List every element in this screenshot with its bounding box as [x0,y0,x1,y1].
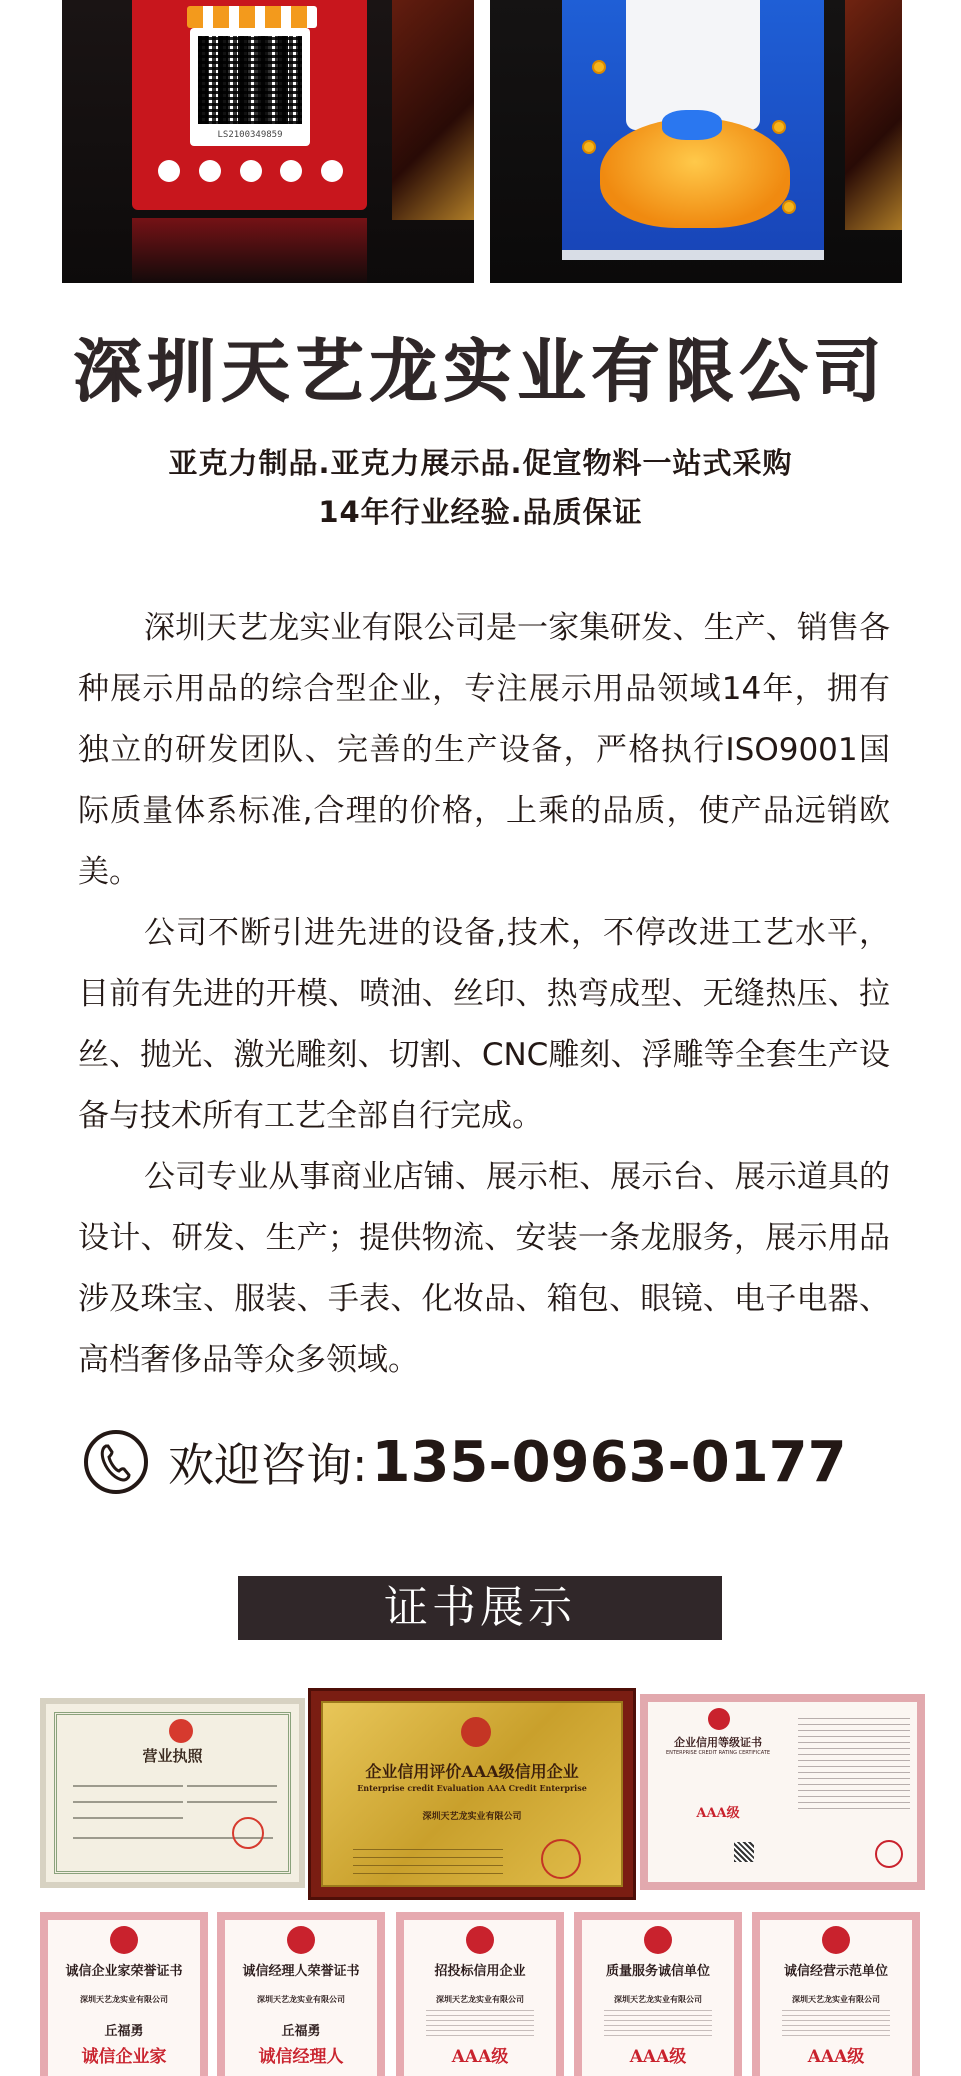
rating-text-lines [798,1718,910,1814]
honor-certificate [217,1912,385,2076]
striped-awning [187,6,317,28]
contact-phone-number[interactable]: 135-0963-0177 [371,1429,847,1495]
certificate-title: 招投标信用企业 [434,1964,526,1979]
honor-certificate [574,1912,742,2076]
blue-display-stand-photo [490,0,902,283]
qr-code-icon [734,1842,754,1862]
credit-emblem-icon [822,1926,850,1954]
certificate-holder: 丘福勇 [104,2024,144,2039]
payment-icon [280,160,302,182]
intro-paragraph: 公司专业从事商业店铺、展示柜、展示台、展示道具的设计、研发、生产；提供物流、安装一条龙服务，展示用品涉及珠宝、服装、手表、化妆品、箱包、眼镜、电子电器、高档奢侈品等众多领域。 [78,1159,890,1378]
stand-base [562,250,824,260]
phone-icon [84,1430,148,1494]
contact-label: 欢迎咨询: [168,1438,368,1492]
honor-certificate [752,1912,920,2076]
blue-display-stand [562,0,824,255]
text-line [73,1801,183,1803]
rating-title-en: ENTERPRISE CREDIT RATING CERTIFICATE [666,1750,770,1756]
credit-emblem-icon [644,1926,672,1954]
payment-icon [158,160,180,182]
certificate-company: 深圳天艺龙实业有限公司 [436,1995,524,2004]
payment-icon [240,160,262,182]
company-introduction [78,598,890,1391]
certificate-title: 诚信经理人荣誉证书 [242,1964,360,1979]
certificate-company: 深圳天艺龙实业有限公司 [257,1995,345,2004]
credit-emblem-icon [708,1708,730,1730]
aaa-credit-enterprise-plaque [308,1688,636,1900]
red-qr-stand-photo [62,0,474,283]
certificate-company: 深圳天艺龙实业有限公司 [80,1995,168,2004]
company-experience: 14年行业经验.品质保证 [318,495,643,529]
rating-title: 企业信用等级证书 [674,1736,762,1749]
red-qr-stand [132,0,367,210]
text-line [187,1801,277,1803]
stand-reflection [132,218,367,283]
license-title: 营业执照 [142,1747,203,1765]
certificate-title: 诚信经营示范单位 [783,1964,888,1979]
qr-code-icon [198,36,302,124]
certificate-company: 深圳天艺龙实业有限公司 [614,1995,702,2004]
certificate-text-lines [426,2010,534,2040]
plaque-title-en: Enterprise credit Evaluation AAA Credit Enterprise [357,1783,587,1793]
contact-line [84,1422,847,1502]
text-line [73,1817,183,1819]
certificate-award: AAA级 [451,2047,509,2067]
text-line [73,1785,183,1787]
rating-grade: AAA级 [696,1806,740,1821]
gift-box [845,0,902,230]
text-line [187,1785,277,1787]
certificate-award: 诚信企业家 [81,2047,167,2067]
product-photo-strip [0,0,961,283]
business-license-certificate [40,1698,305,1888]
plaque-company: 深圳天艺龙实业有限公司 [422,1812,522,1822]
certificate-text-lines [604,2010,712,2040]
intro-paragraph: 深圳天艺龙实业有限公司是一家集研发、生产、销售各种展示用品的综合型企业，专注展示用品领域14年，拥有独立的研发团队、完善的生产设备，严格执行ISO9001国际质量体系标准,合理的价格，上乘的品质，使产品远销欧美。 [78,610,890,890]
sack-knot [662,110,722,140]
credit-rating-certificate [640,1694,925,1890]
coin-icon [592,60,606,74]
payment-icon [199,160,221,182]
national-emblem-icon [169,1719,193,1743]
license-border [54,1712,291,1874]
plaque-title: 企业信用评价AAA级信用企业 [365,1762,579,1781]
gift-box [392,0,474,220]
credit-emblem-icon [287,1926,315,1954]
gold-plate [321,1701,623,1887]
intro-paragraph: 公司不断引进先进的设备,技术，不停改进工艺水平，目前有先进的开模、喷油、丝印、热弯成型、无缝热压、拉丝、抛光、激光雕刻、切割、CNC雕刻、浮雕等全套生产设备与技术所有工艺全部自行完成。 [78,915,890,1134]
company-subtitle: 亚克力制品.亚克力展示品.促宣物料一站式采购 [168,446,793,480]
plaque-text-lines [353,1849,503,1875]
certificate-title: 质量服务诚信单位 [605,1964,710,1979]
honor-certificate [396,1912,564,2076]
certificate-award: 诚信经理人 [258,2047,344,2067]
certificate-text-lines [782,2010,890,2040]
credit-emblem-icon [466,1926,494,1954]
payment-icon [321,160,343,182]
coin-icon [782,200,796,214]
company-title: 深圳天艺龙实业有限公司 [73,333,888,412]
red-seal-icon [232,1817,264,1849]
coin-icon [582,140,596,154]
credit-emblem-icon [110,1926,138,1954]
qr-id-text: LS2100349859 [217,130,283,140]
certificate-award: AAA级 [629,2047,687,2067]
certificate-company: 深圳天艺龙实业有限公司 [792,1995,880,2004]
certificate-title: 诚信企业家荣誉证书 [65,1964,183,1979]
red-seal-icon [541,1839,581,1879]
red-seal-icon [875,1840,903,1868]
payment-icons [158,160,343,188]
honor-certificate [40,1912,208,2076]
qr-code-card [190,28,310,146]
certificates-banner: 证书展示 [238,1576,722,1640]
coin-icon [772,120,786,134]
certificate-award: AAA级 [807,2047,865,2067]
certificate-holder: 丘福勇 [281,2024,321,2039]
credit-emblem-icon [461,1717,491,1747]
